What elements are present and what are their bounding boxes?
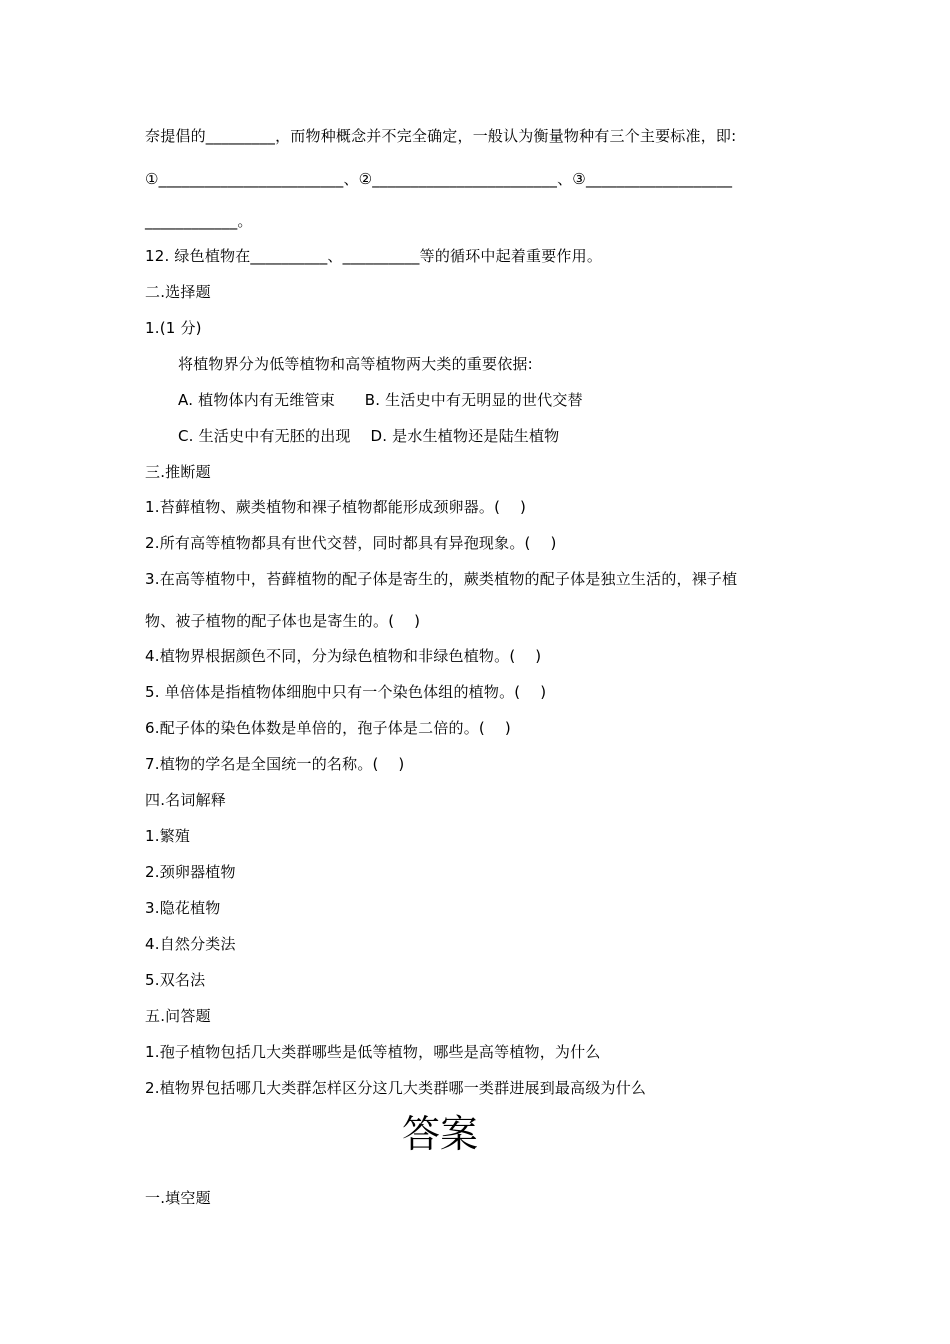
choice-question-stem: 将植物界分为低等植物和高等植物两大类的重要依据: <box>178 355 533 373</box>
section-heading-qa: 五.问答题 <box>145 1007 211 1025</box>
judgement-item: 6.配子体的染色体数是单倍的，孢子体是二倍的。( ) <box>145 719 511 737</box>
term-item: 3.隐花植物 <box>145 899 221 917</box>
judgement-item: 3.在高等植物中，苔藓植物的配子体是寄生的，蕨类植物的配子体是独立生活的，裸子植 <box>145 570 738 588</box>
section-heading-terms: 四.名词解释 <box>145 791 226 809</box>
judgement-item-continued: 物、被子植物的配子体也是寄生的。( ) <box>145 612 421 630</box>
term-item: 2.颈卵器植物 <box>145 863 236 881</box>
term-item: 5.双名法 <box>145 971 206 989</box>
fill-blank-line: 奈提倡的_________，而物种概念并不完全确定，一般认为衡量物种有三个主要标准，即: <box>145 127 737 145</box>
judgement-item: 7.植物的学名是全国统一的名称。( ) <box>145 755 405 773</box>
section-heading-judgement: 三.推断题 <box>145 463 211 481</box>
judgement-item: 4.植物界根据颜色不同，分为绿色植物和非绿色植物。( ) <box>145 647 542 665</box>
term-item: 1.繁殖 <box>145 827 191 845</box>
judgement-item: 2.所有高等植物都具有世代交替，同时都具有异孢现象。( ) <box>145 534 557 552</box>
question-12: 12. 绿色植物在__________、__________等的循环中起着重要作用。 <box>145 247 603 265</box>
fill-blank-line: ____________。 <box>145 212 253 230</box>
answer-section-heading: 一.填空题 <box>145 1189 211 1207</box>
answer-title: 答案 <box>401 1112 478 1156</box>
fill-blank-line: ①________________________、②________________________、③___________________ <box>145 170 733 188</box>
judgement-item: 1.苔藓植物、蕨类植物和裸子植物都能形成颈卵器。( ) <box>145 498 527 516</box>
choice-options-cd: C. 生活史中有无胚的出现 D. 是水生植物还是陆生植物 <box>178 427 560 445</box>
term-item: 4.自然分类法 <box>145 935 236 953</box>
section-heading-choice: 二.选择题 <box>145 283 211 301</box>
judgement-item: 5. 单倍体是指植物体细胞中只有一个染色体组的植物。( ) <box>145 683 547 701</box>
qa-item: 2.植物界包括哪几大类群怎样区分这几大类群哪一类群进展到最高级为什么 <box>145 1079 647 1097</box>
choice-options-ab: A. 植物体内有无维管束 B. 生活史中有无明显的世代交替 <box>178 391 583 409</box>
qa-item: 1.孢子植物包括几大类群哪些是低等植物，哪些是高等植物，为什么 <box>145 1043 601 1061</box>
choice-question-1: 1.(1 分) <box>145 319 202 337</box>
